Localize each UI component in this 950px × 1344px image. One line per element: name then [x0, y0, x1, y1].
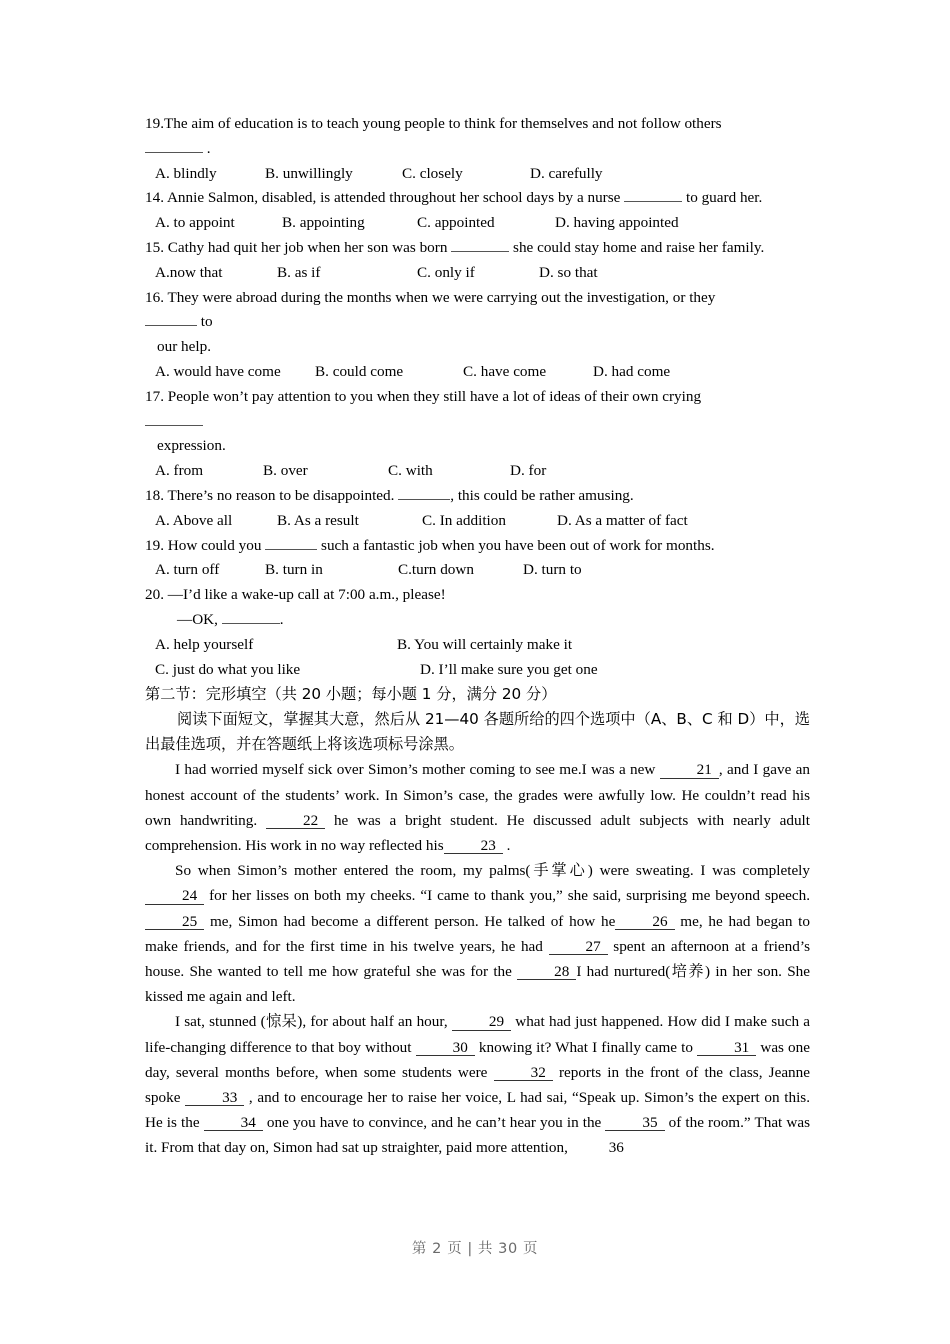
cloze-blank-22[interactable]: 22	[266, 813, 325, 829]
option-c[interactable]: C.turn down	[398, 561, 474, 579]
option-b[interactable]: B. unwillingly	[265, 164, 353, 182]
question-stem-15-text: 15. Cathy had quit her job when her son was born	[145, 238, 448, 256]
section-heading-text: 第二节：完形填空（共 20 小题；每小题 1 分，满分 20 分）	[145, 685, 557, 704]
passage-p1-t4: .	[502, 836, 511, 854]
question-continuation-16	[145, 335, 810, 360]
passage-p3-t8: of the room.” That was it. From that day on, Simon had sat up straighter, paid more attention,	[145, 1114, 810, 1157]
option-c[interactable]: C. just do what you like	[155, 660, 301, 678]
option-a[interactable]: A. from	[155, 462, 204, 480]
question-stem-19a-tail: .	[203, 139, 211, 157]
cloze-blank-27[interactable]: 27	[549, 939, 608, 955]
option-row-18	[145, 509, 810, 534]
answer-blank	[145, 138, 203, 153]
passage-p1-t3: he was a bright student. He discussed adult subjects with nearly adult comprehension. His work in no way reflected his	[145, 811, 810, 854]
question-stem-15-tail: she could stay home and raise her family.	[509, 238, 765, 256]
cloze-blank-28[interactable]: 28	[517, 964, 576, 980]
passage-p2-t4: me, he had began to make friends, and for the first time in his twelve years, he had	[145, 912, 810, 955]
section-heading	[145, 682, 810, 707]
footer-total-label: 共 30 页	[477, 1241, 539, 1257]
question-stem-14-text: 14. Annie Salmon, disabled, is attended throughout her school days by a nurse	[145, 189, 621, 207]
question-stem-16	[145, 286, 810, 311]
cloze-blank-25[interactable]: 25	[145, 914, 204, 930]
passage-p1-t2: , and I gave an honest account of the students’ work. In Simon’s case, the grades were awfully low. He couldn’t read his own handwriting.	[145, 761, 810, 829]
option-d[interactable]: D. As a matter of fact	[557, 511, 688, 529]
option-d[interactable]: D. for	[510, 462, 547, 480]
question-stem-18-text: 18. There’s no reason to be disappointed.	[145, 486, 399, 504]
option-a[interactable]: A. to appoint	[155, 214, 235, 232]
answer-blank	[451, 237, 509, 252]
option-row-17	[145, 459, 810, 484]
option-c[interactable]: C. only if	[417, 263, 475, 281]
option-row-20-bottom	[145, 658, 810, 683]
option-a[interactable]: A. turn off	[155, 561, 220, 579]
question-blank-line-17	[145, 410, 810, 435]
answer-blank	[145, 311, 197, 326]
cloze-blank-31[interactable]: 31	[697, 1040, 756, 1056]
option-d[interactable]: D. carefully	[530, 164, 603, 182]
option-row-14	[145, 211, 810, 236]
question-blank-line-19a	[145, 137, 810, 162]
cloze-blank-36[interactable]: 36	[608, 1139, 624, 1157]
cloze-blank-21[interactable]: 21	[660, 762, 719, 778]
question-stem-16-tail: to	[197, 313, 213, 331]
answer-blank	[145, 411, 203, 426]
cloze-blank-30[interactable]: 30	[416, 1040, 475, 1056]
option-b[interactable]: B. You will certainly make it	[397, 635, 573, 653]
option-c[interactable]: C. closely	[402, 164, 463, 182]
option-a[interactable]: A. help yourself	[155, 635, 254, 653]
question-stem-20-reply: —OK,	[177, 610, 222, 628]
option-c[interactable]: C. appointed	[417, 214, 495, 232]
option-d[interactable]: D. having appointed	[555, 214, 679, 232]
passage-paragraph-1	[145, 757, 810, 858]
option-d[interactable]: D. I’ll make sure you get one	[420, 660, 598, 678]
passage-p2-t5: spent an afternoon at a friend’s house. She wanted to tell me how grateful she was for the	[145, 937, 810, 980]
page-content	[145, 112, 810, 1161]
question-stem-20	[145, 583, 810, 608]
section-instruction-text: 阅读下面短文，掌握其大意，然后从 21—40 各题所给的四个选项中（A、B、C 和 D）中，选出最佳选项，并在答题纸上将该选项标号涂黑。	[145, 710, 810, 754]
option-b[interactable]: B. could come	[315, 362, 404, 380]
question-stem-18	[145, 484, 810, 509]
passage-p2-t6: I had nurtured(培养) in her son. She kissed me again and left.	[145, 962, 810, 1006]
cloze-blank-33[interactable]: 33	[185, 1090, 244, 1106]
question-stem-19a-text: 19.The aim of education is to teach young people to think for themselves and not follow others	[145, 115, 722, 132]
option-row-20-top	[145, 633, 810, 658]
option-d[interactable]: D. so that	[539, 263, 598, 281]
option-d[interactable]: D. had come	[593, 362, 671, 380]
question-stem-17-tail: expression.	[157, 437, 226, 455]
passage-p2-t3: me, Simon had become a different person. He talked of how he	[204, 912, 616, 930]
question-blank-line-16	[145, 310, 810, 335]
answer-blank	[398, 485, 450, 500]
option-b[interactable]: B. As a result	[277, 511, 359, 529]
option-c[interactable]: C. In addition	[422, 511, 506, 529]
question-stem-20-period: .	[279, 610, 284, 628]
question-continuation-17	[145, 434, 810, 459]
cloze-blank-29[interactable]: 29	[452, 1014, 511, 1030]
cloze-blank-26[interactable]: 26	[615, 914, 674, 930]
option-c[interactable]: C. have come	[463, 362, 547, 380]
passage-p3-t2: what had just happened. How did I make such a life-changing difference to that boy without	[145, 1013, 810, 1056]
cloze-blank-35[interactable]: 35	[605, 1115, 664, 1131]
footer-page-label: 第 2 页	[411, 1241, 463, 1257]
option-row-19a	[145, 162, 810, 187]
question-stem-19a	[145, 112, 810, 137]
option-row-15	[145, 261, 810, 286]
cloze-blank-23[interactable]: 23	[444, 838, 503, 854]
question-stem-18-tail: , this could be rather amusing.	[450, 486, 634, 504]
cloze-blank-32[interactable]: 32	[494, 1065, 553, 1081]
question-stem-20-line1: 20. —I’d like a wake-up call at 7:00 a.m., please!	[145, 586, 446, 604]
option-b[interactable]: B. over	[263, 462, 308, 480]
option-b[interactable]: B. as if	[277, 263, 321, 281]
question-stem-15	[145, 236, 810, 261]
question-stem-19b-tail: such a fantastic job when you have been out of work for months.	[317, 536, 715, 554]
option-a[interactable]: A. Above all	[155, 511, 233, 529]
answer-blank	[624, 187, 682, 202]
passage-p3-t3: knowing it? What I finally came to	[474, 1038, 698, 1056]
question-stem-19b	[145, 534, 810, 559]
option-b[interactable]: B. appointing	[282, 214, 365, 232]
passage-p3-t6: , and to encourage her to raise her voice, L had sai, “Speak up. Simon’s the expert on this. He is the	[145, 1088, 810, 1132]
cloze-blank-34[interactable]: 34	[204, 1115, 263, 1131]
option-a[interactable]: A. blindly	[155, 164, 217, 182]
passage-p3-t7: one you have to convince, and he can’t hear you in the	[262, 1114, 606, 1132]
question-stem-16-text: 16. They were abroad during the months when we were carrying out the investigation, or they	[145, 288, 716, 306]
option-row-16	[145, 360, 810, 385]
section-instruction	[145, 707, 810, 757]
passage-p1-t1: I had worried myself sick over Simon’s mother coming to see me.I was a new	[175, 761, 660, 779]
question-stem-17	[145, 385, 810, 410]
passage-p2-t2: for her lisses on both my cheeks. “I came to thank you,” she said, surprising me beyond speech.	[204, 887, 810, 905]
passage-p2-t1: So when Simon’s mother entered the room, my palms(手掌心) were sweating. I was completely	[175, 862, 810, 880]
passage-paragraph-2	[145, 858, 810, 1009]
passage-p3-t4: was one day, several months before, when some students were	[145, 1038, 810, 1081]
passage-paragraph-3	[145, 1009, 810, 1160]
answer-blank	[265, 535, 317, 550]
passage-p3-t5: reports in the front of the class, Jeanne spoke	[145, 1063, 810, 1106]
question-stem-14-tail: to guard her.	[682, 189, 763, 207]
option-row-19b	[145, 558, 810, 583]
question-stem-17-text: 17. People won’t pay attention to you when they still have a lot of ideas of their own crying	[145, 387, 702, 405]
option-c[interactable]: C. with	[388, 462, 433, 480]
option-a[interactable]: A.now that	[155, 263, 223, 281]
option-a[interactable]: A. would have come	[155, 362, 281, 380]
answer-blank	[222, 609, 280, 624]
question-stem-14	[145, 186, 810, 211]
question-stem-20-line2	[145, 608, 810, 633]
cloze-blank-24[interactable]: 24	[145, 888, 204, 904]
question-stem-16-tail2: our help.	[157, 338, 211, 356]
option-d[interactable]: D. turn to	[523, 561, 582, 579]
question-stem-19b-text: 19. How could you	[145, 536, 266, 554]
footer-separator: |	[467, 1241, 473, 1257]
option-b[interactable]: B. turn in	[265, 561, 323, 579]
page-footer	[0, 1237, 950, 1258]
passage-p3-t1: I sat, stunned (惊呆), for about half an hour,	[175, 1013, 452, 1031]
